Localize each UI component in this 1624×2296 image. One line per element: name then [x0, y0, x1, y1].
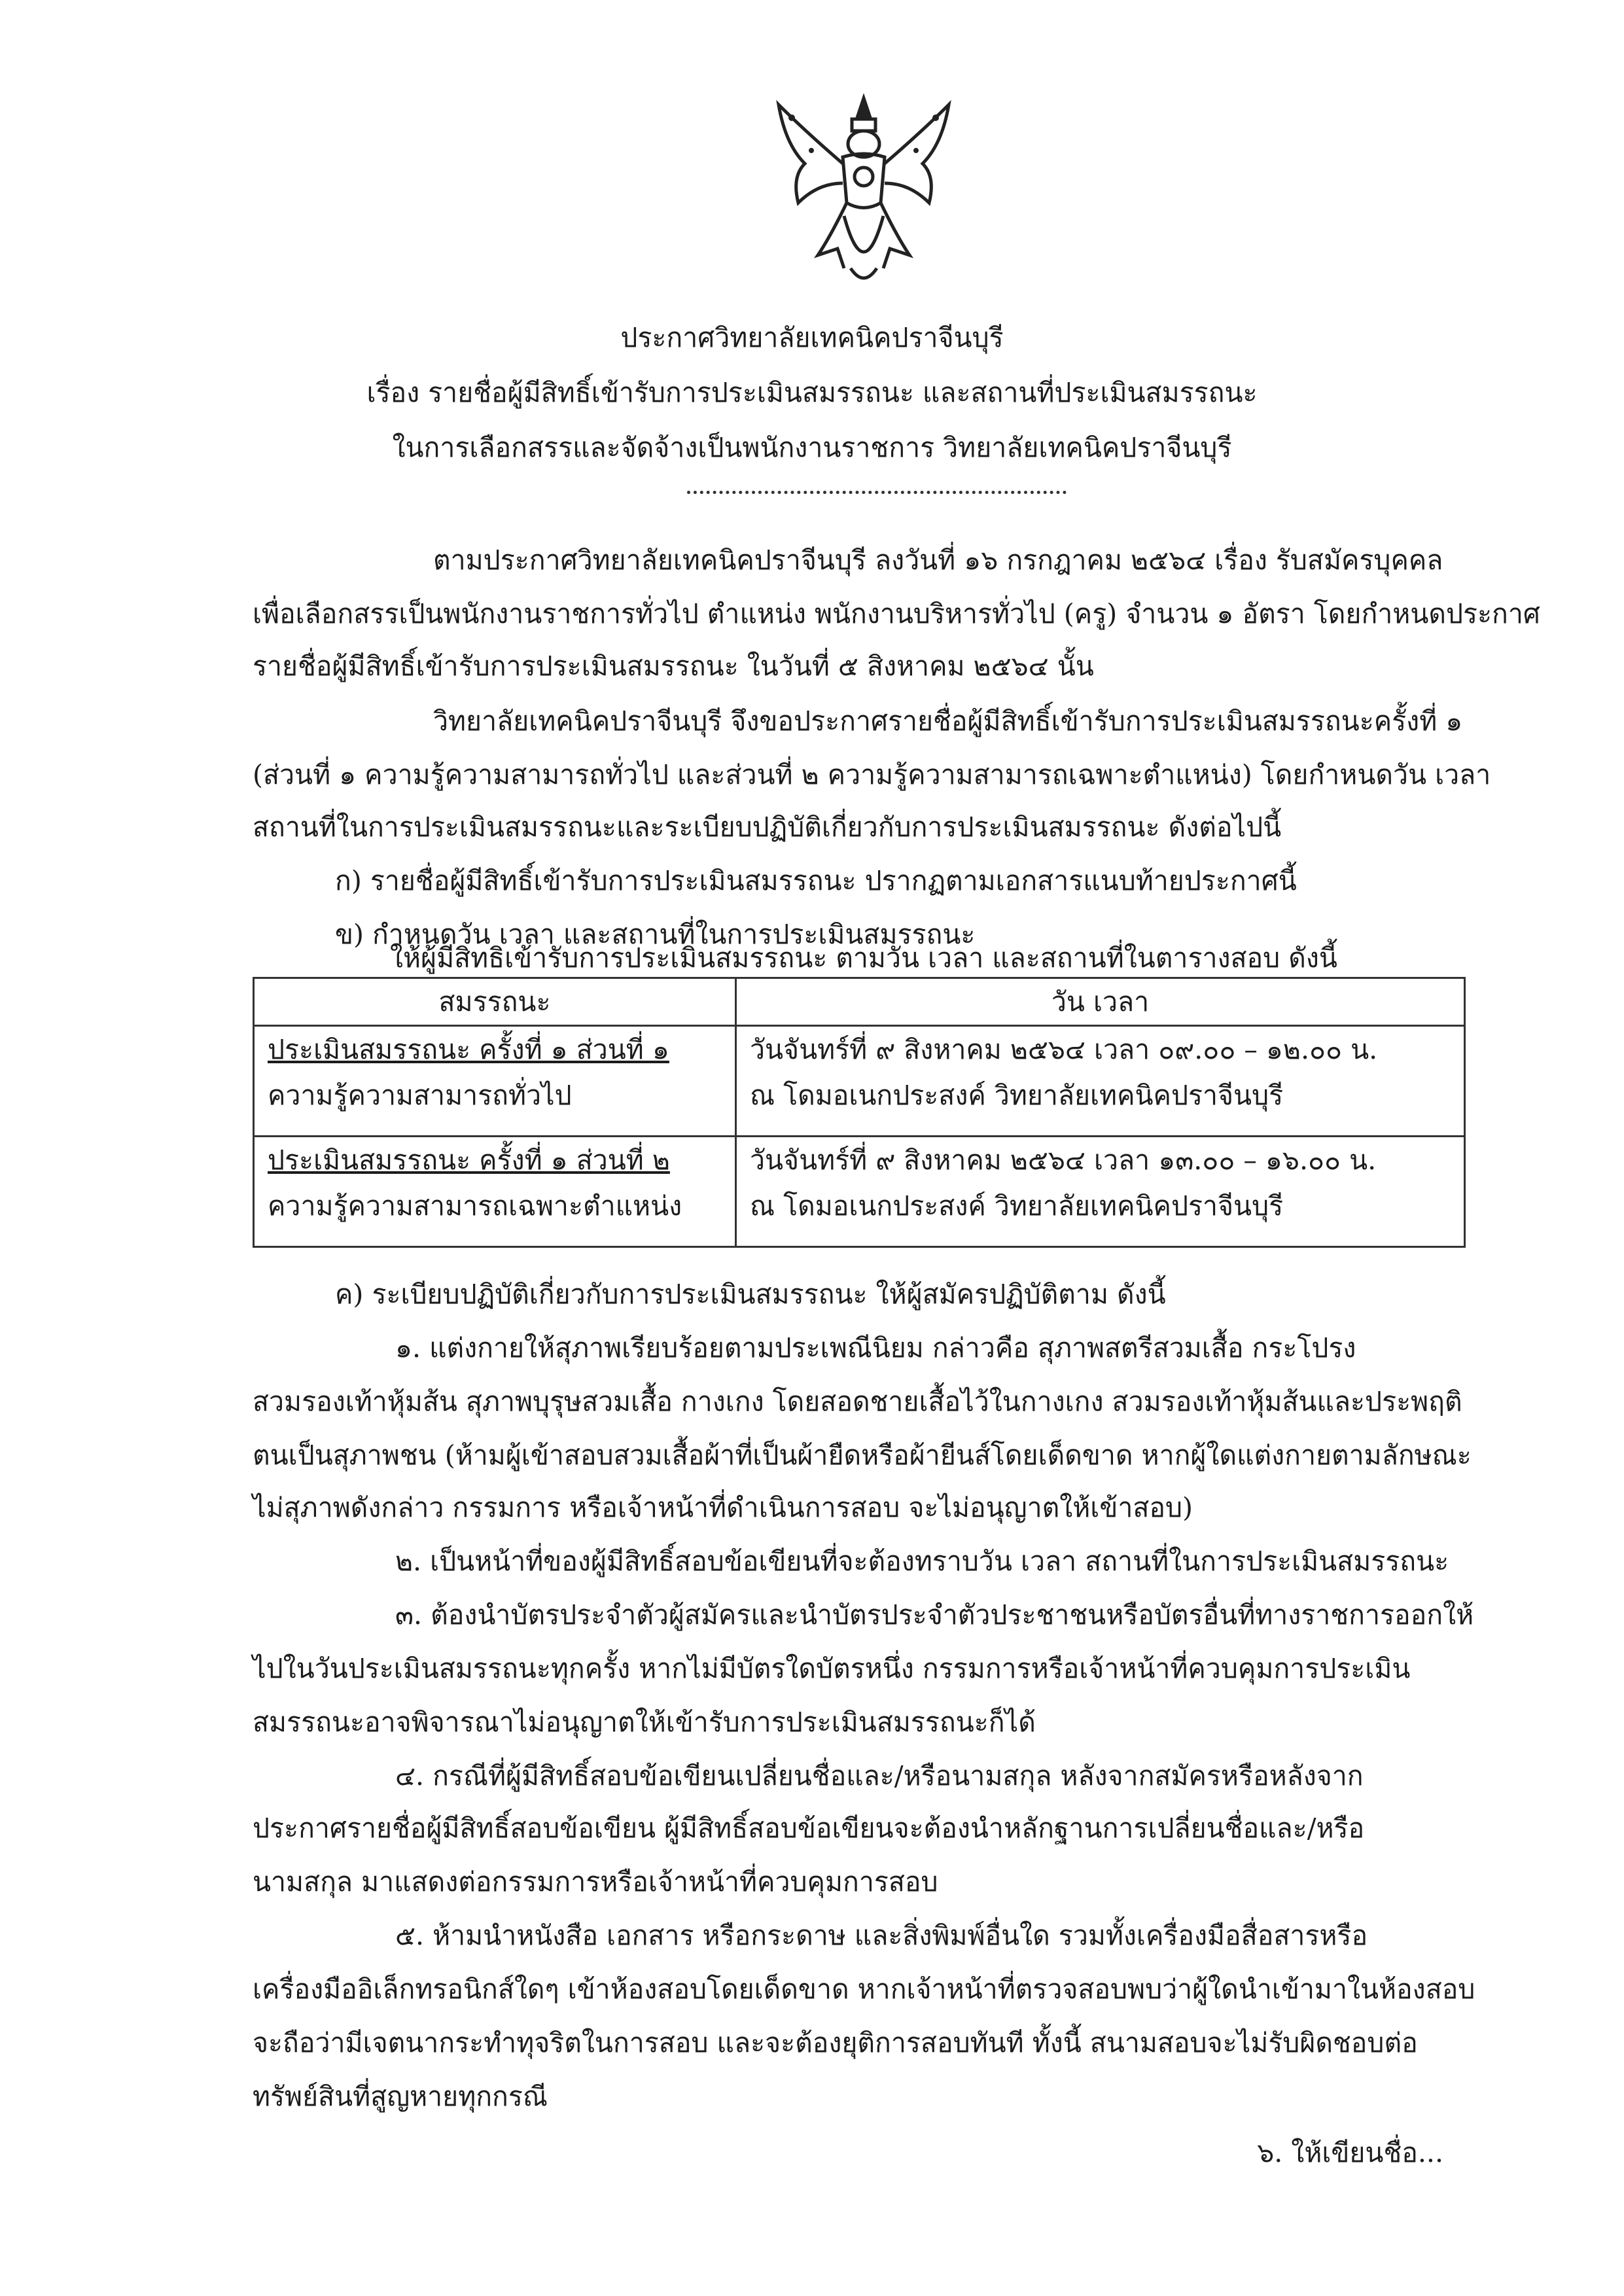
rule-5-line3: จะถือว่ามีเจตนากระทำทุจริตในการสอบ และจะต้องยุติการสอบทันที ทั้งนี้ สนามสอบจะไม่รับผิดชอบต่อ [253, 2027, 1418, 2058]
announcement-title: ประกาศวิทยาลัยเทคนิคปราจีนบุรี [620, 322, 1004, 353]
rule-3-line3: สมรรถนะอาจพิจารณาไม่อนุญาตให้เข้ารับการประเมินสมรรถนะก็ได้ [253, 1706, 1036, 1738]
subject-line-2: ในการเลือกสรรและจัดจ้างเป็นพนักงานราชการ วิทยาลัยเทคนิคปราจีนบุรี [392, 432, 1232, 463]
item-b: ข) กำหนดวัน เวลา และสถานที่ในการประเมินสมรรถนะ [335, 919, 976, 950]
header-competency: สมรรถนะ [254, 978, 736, 1026]
rule-5-line2: เครื่องมืออิเล็กทรอนิกส์ใดๆ เข้าห้องสอบโดยเด็ดขาด หากเจ้าหน้าที่ตรวจสอบพบว่าผู้ใดนำเข้ามาในห้องสอบ [253, 1973, 1475, 2005]
rule-3-line1: ๓. ต้องนำบัตรประจำตัวผู้สมัครและนำบัตรประจำตัวประชาชนหรือบัตรอื่นที่ทางราชการออกให้ [395, 1599, 1474, 1631]
session-place: ณ โดมอเนกประสงค์ วิทยาลัยเทคนิคปราจีนบุรี [750, 1190, 1284, 1222]
session-title: ประเมินสมรรถนะ ครั้งที่ ๑ ส่วนที่ ๑ [268, 1034, 669, 1065]
table-header-row [254, 978, 1465, 1026]
session-time: วันจันทร์ที่ ๙ สิงหาคม ๒๕๖๔ เวลา ๑๓.๐๐ – ๑๖.๐๐ น. [750, 1144, 1377, 1176]
subject-line-1: เรื่อง รายชื่อผู้มีสิทธิ์เข้ารับการประเมินสมรรถนะ และสถานที่ประเมินสมรรถนะ [366, 377, 1258, 408]
rule-5-line1: ๕. ห้ามนำหนังสือ เอกสาร หรือกระดาษ และสิ่งพิมพ์อื่นใด รวมทั้งเครื่องมือสื่อสารหรือ [395, 1920, 1368, 1951]
rule-1-line1: ๑. แต่งกายให้สุภาพเรียบร้อยตามประเพณีนิยม กล่าวคือ สุภาพสตรีสวมเสื้อ กระโปรง [395, 1332, 1356, 1364]
rule-4-line1: ๔. กรณีที่ผู้มีสิทธิ์สอบข้อเขียนเปลี่ยนชื่อและ/หรือนามสกุล หลังจากสมัครหรือหลังจาก [395, 1760, 1364, 1792]
intro-p1-line3: รายชื่อผู้มีสิทธิ์เข้ารับการประเมินสมรรถนะ ในวันที่ ๕ สิงหาคม ๒๕๖๔ นั้น [253, 650, 1094, 682]
session-place: ณ โดมอเนกประสงค์ วิทยาลัยเทคนิคปราจีนบุรี [750, 1080, 1284, 1111]
rule-1-line2: สวมรองเท้าหุ้มส้น สุภาพบุรุษสวมเสื้อ กางเกง โดยสอดชายเสื้อไว้ในกางเกง สวมรองเท้าหุ้มส้นและประพฤติ [253, 1386, 1462, 1417]
session-time: วันจันทร์ที่ ๙ สิงหาคม ๒๕๖๔ เวลา ๐๙.๐๐ – ๑๒.๐๐ น. [750, 1034, 1378, 1065]
intro-p2-line2: (ส่วนที่ ๑ ความรู้ความสามารถทั่วไป และส่วนที่ ๒ ความรู้ความสามารถเฉพาะตำแหน่ง) โดยกำหนดวัน เวลา [253, 759, 1491, 790]
rule-4-line2: ประกาศรายชื่อผู้มีสิทธิ์สอบข้อเขียน ผู้มีสิทธิ์สอบข้อเขียนจะต้องนำหลักฐานการเปลี่ยนชื่อและ/หรือ [253, 1812, 1365, 1844]
header-datetime: วัน เวลา [736, 978, 1465, 1026]
datetime-cell [736, 1026, 1465, 1137]
competency-cell [254, 1137, 736, 1247]
table-row [254, 1137, 1465, 1247]
session-desc: ความรู้ความสามารถทั่วไป [268, 1080, 572, 1111]
intro-p2-line1: วิทยาลัยเทคนิคปราจีนบุรี จึงขอประกาศรายชื่อผู้มีสิทธิ์เข้ารับการประเมินสมรรถนะครั้งที่ ๑ [433, 705, 1463, 737]
session-desc: ความรู้ความสามารถเฉพาะตำแหน่ง [268, 1190, 682, 1222]
session-title: ประเมินสมรรถนะ ครั้งที่ ๑ ส่วนที่ ๒ [268, 1144, 670, 1176]
competency-cell [254, 1026, 736, 1137]
rule-1-line4: ไม่สุภาพดังกล่าว กรรมการ หรือเจ้าหน้าที่ดำเนินการสอบ จะไม่อนุญาตให้เข้าสอบ) [253, 1492, 1193, 1523]
rules-heading: ค) ระเบียบปฏิบัติเกี่ยวกับการประเมินสมรรถนะ ให้ผู้สมัครปฏิบัติตาม ดังนี้ [335, 1279, 1166, 1310]
intro-p1-line1: ตามประกาศวิทยาลัยเทคนิคปราจีนบุรี ลงวันที่ ๑๖ กรกฎาคม ๒๕๖๔ เรื่อง รับสมัครบุคคล [433, 544, 1443, 576]
schedule-table [253, 977, 1466, 1248]
garuda-emblem [766, 92, 962, 294]
rule-5-line4: ทรัพย์สินที่สูญหายทุกกรณี [253, 2081, 548, 2112]
rule-2-line1: ๒. เป็นหน้าที่ของผู้มีสิทธิ์สอบข้อเขียนที่จะต้องทราบวัน เวลา สถานที่ในการประเมินสมรรถนะ [395, 1545, 1449, 1577]
page-continuation: ๖. ให้เขียนชื่อ... [1257, 2137, 1443, 2168]
rule-3-line2: ไปในวันประเมินสมรรถนะทุกครั้ง หากไม่มีบัตรใดบัตรหนึ่ง กรรมการหรือเจ้าหน้าที่ควบคุมการประเมิน [253, 1653, 1411, 1684]
intro-p2-line3: สถานที่ในการประเมินสมรรถนะและระเบียบปฏิบัติเกี่ยวกับการประเมินสมรรถนะ ดังต่อไปนี้ [253, 811, 1282, 843]
datetime-cell [736, 1137, 1465, 1247]
intro-p1-line2: เพื่อเลือกสรรเป็นพนักงานราชการทั่วไป ตำแหน่ง พนักงานบริหารทั่วไป (ครู) จำนวน ๑ อัตรา โดยกำหนดประกาศ [253, 598, 1540, 629]
item-b-sub: ให้ผู้มีสิทธิเข้ารับการประเมินสมรรถนะ ตามวัน เวลา และสถานที่ในตารางสอบ ดังนี้ [390, 942, 1337, 974]
item-a: ก) รายชื่อผู้มีสิทธิ์เข้ารับการประเมินสมรรถนะ ปรากฏตามเอกสารแนบท้ายประกาศนี้ [335, 865, 1297, 896]
rule-4-line3: นามสกุล มาแสดงต่อกรรมการหรือเจ้าหน้าที่ควบคุมการสอบ [253, 1866, 938, 1898]
rule-1-line3: ตนเป็นสุภาพชน (ห้ามผู้เข้าสอบสวมเสื้อผ้าที่เป็นผ้ายืดหรือผ้ายีนส์โดยเด็ดขาด หากผู้ใดแต่งกายตามลักษณะ [253, 1439, 1472, 1471]
header-divider [687, 491, 1067, 494]
table-row [254, 1026, 1465, 1137]
